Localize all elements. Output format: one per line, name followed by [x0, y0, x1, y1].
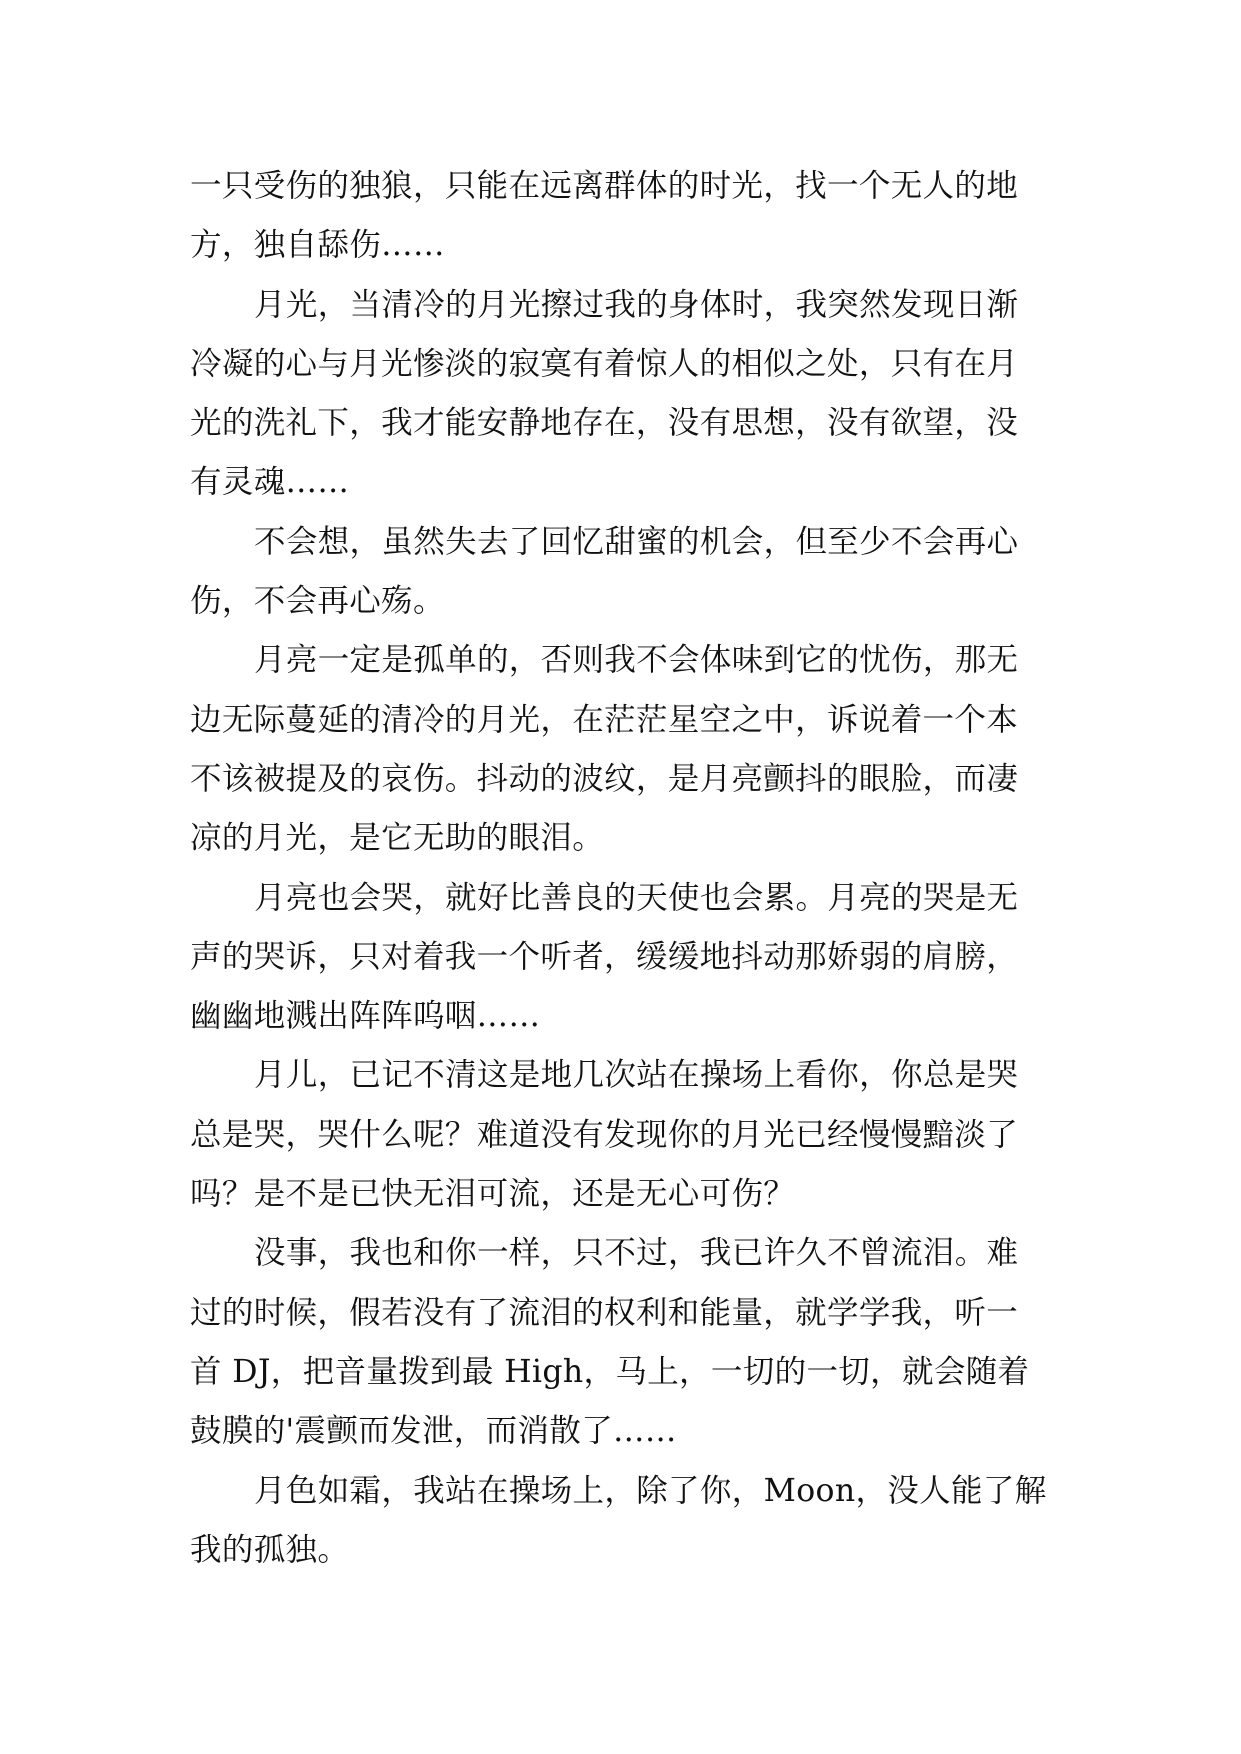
- essay-text: [190, 157, 1050, 1580]
- text-line: 一只受伤的独狼，只能在远离群体的时光，找一个无人的地: [190, 168, 1019, 204]
- text-line: 月光，当清冷的月光擦过我的身体时，我突然发现日渐: [254, 286, 1019, 323]
- text-line: 边无际蔓延的清冷的月光，在茫茫星空之中，诉说着一个本: [190, 701, 1019, 738]
- text-line: 月色如霜，我站在操场上，除了你，Moon，没人能了解: [254, 1472, 1047, 1509]
- text-line: 吗？是不是已快无泪可流，还是无心可伤？: [190, 1176, 796, 1213]
- text-line: 我的孤独。: [190, 1531, 350, 1568]
- text-line: 光的洗礼下，我才能安静地存在，没有思想，没有欲望，没: [190, 405, 1019, 442]
- text-line: 总是哭，哭什么呢？难道没有发现你的月光已经慢慢黯淡了: [190, 1116, 1019, 1153]
- text-line: 伤，不会再心殇。: [190, 583, 445, 620]
- text-line: 有灵魂……: [190, 464, 350, 501]
- text-line: 声的哭诉，只对着我一个听者，缓缓地抖动那娇弱的肩膀，: [190, 938, 1019, 975]
- text-line: 幽幽地溅出阵阵呜咽……: [190, 998, 541, 1035]
- text-line: 鼓膜的'震颤而发泄，而消散了……: [190, 1413, 677, 1450]
- text-line: 月儿，已记不清这是地几次站在操场上看你，你总是哭: [254, 1057, 1019, 1094]
- text-line: 方，独自舔伤……: [190, 227, 445, 264]
- text-line: 凉的月光，是它无助的眼泪。: [190, 820, 605, 857]
- text-line: 过的时候，假若没有了流泪的权利和能量，就学学我，听一: [190, 1294, 1019, 1331]
- text-line: 不会想，虽然失去了回忆甜蜜的机会，但至少不会再心: [254, 523, 1019, 560]
- text-line: 月亮也会哭，就好比善良的天使也会累。月亮的哭是无: [254, 879, 1019, 916]
- text-line: 冷凝的心与月光惨淡的寂寞有着惊人的相似之处，只有在月: [190, 345, 1019, 382]
- text-line: 不该被提及的哀伤。抖动的波纹，是月亮颤抖的眼脸，而凄: [190, 760, 1019, 797]
- text-line: 没事，我也和你一样，只不过，我已许久不曾流泪。难: [254, 1235, 1019, 1272]
- text-line: 首 DJ，把音量拨到最 High，马上，一切的一切，就会随着: [190, 1353, 1030, 1390]
- text-line: 月亮一定是孤单的，否则我不会体味到它的忧伤，那无: [254, 642, 1019, 679]
